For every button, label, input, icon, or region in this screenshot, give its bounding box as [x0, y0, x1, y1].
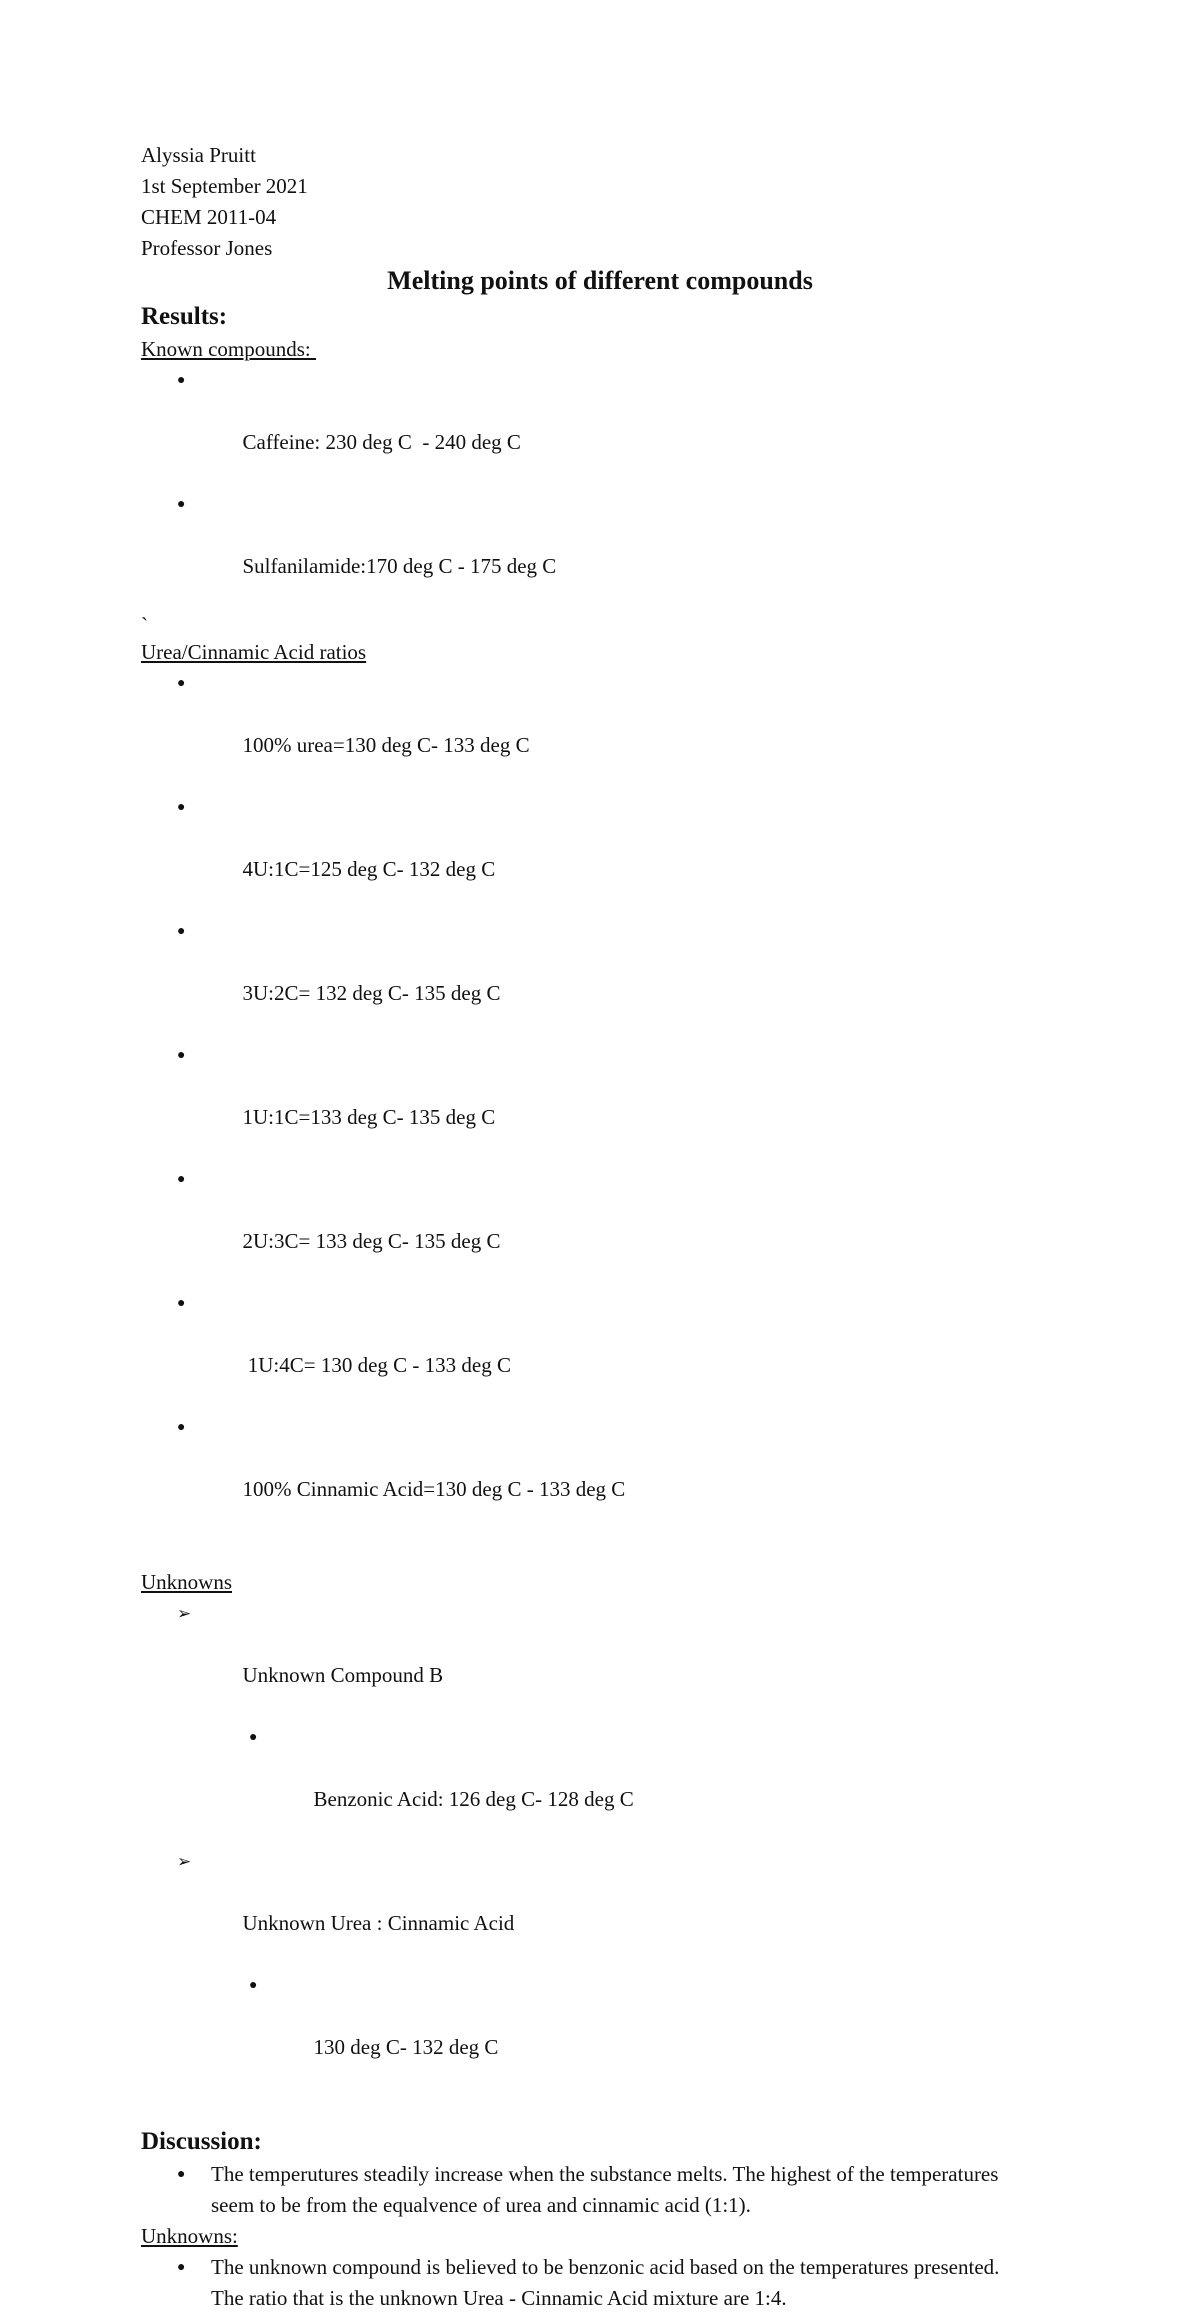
bullet-icon: ● [177, 1420, 186, 1435]
list-item: ● 2U:3C= 133 deg C- 135 deg C [141, 1164, 1041, 1288]
document-page [141, 140, 1041, 2314]
known-compounds-list [141, 365, 1041, 613]
list-item: ● 1U:1C=133 deg C- 135 deg C [141, 1040, 1041, 1164]
arrow-bullet-icon: ➢ [177, 1852, 192, 1871]
bullet-icon: ● [177, 1296, 186, 1311]
list-item: ● 130 deg C- 132 deg C [141, 1970, 1041, 2094]
course-code: CHEM 2011-04 [141, 205, 277, 229]
list-item: ● Sulfanilamide:170 deg C - 175 deg C [141, 489, 1041, 613]
discussion-unknowns-label: Unknowns: [141, 2224, 238, 2248]
author-name: Alyssia Pruitt [141, 143, 256, 167]
blank-line [141, 2094, 1041, 2125]
list-item: ● 1U:4C= 130 deg C - 133 deg C [141, 1288, 1041, 1412]
report-date: 1st September 2021 [141, 174, 308, 198]
bullet-icon: ● [177, 924, 186, 939]
bullet-icon: ● [249, 1978, 258, 1993]
bullet-icon: ● [177, 2167, 186, 2182]
list-item: ● Benzonic Acid: 126 deg C- 128 deg C [141, 1722, 1041, 1846]
professor-name: Professor Jones [141, 236, 273, 260]
discussion-unknowns-list [141, 2252, 1041, 2314]
list-item: ● The unknown compound is believed to be benzonic acid based on the temperatures presented. The ratio that is the unknown Urea - Cinnamic Acid mixture are 1:4. [141, 2252, 1001, 2314]
list-item: ● Caffeine: 230 deg C - 240 deg C [141, 365, 1041, 489]
ratios-label: Urea/Cinnamic Acid ratios [141, 640, 367, 664]
list-item: ● 3U:2C= 132 deg C- 135 deg C [141, 916, 1041, 1040]
list-item: ● The temperutures steadily increase when the substance melts. The highest of the temperatures seem to be from the equalvence of urea and cinnamic acid (1:1). [141, 2159, 1001, 2221]
ratios-list [141, 668, 1041, 1536]
list-item: ➢ Unknown Urea : Cinnamic Acid [141, 1846, 1041, 1970]
list-item: ● 100% urea=130 deg C- 133 deg C [141, 668, 1041, 792]
known-compounds-label: Known compounds: [141, 337, 316, 361]
discussion-heading: Discussion: [141, 2128, 262, 2155]
bullet-icon: ● [177, 1048, 186, 1063]
list-item: ● 4U:1C=125 deg C- 132 deg C [141, 792, 1041, 916]
bullet-icon: ● [177, 676, 186, 691]
list-item: ● 100% Cinnamic Acid=130 deg C - 133 deg C [141, 1412, 1041, 1536]
results-heading: Results: [141, 303, 228, 330]
bullet-icon: ● [177, 2260, 186, 2275]
unknowns-list [141, 1598, 1041, 2094]
arrow-bullet-icon: ➢ [177, 1604, 192, 1623]
stray-mark: ` [141, 613, 148, 637]
unknowns-label: Unknowns [141, 1570, 233, 1594]
document-title: Melting points of different compounds [387, 266, 813, 295]
bullet-icon: ● [177, 1172, 186, 1187]
list-item: ➢ Unknown Compound B [141, 1598, 1041, 1722]
blank-line [141, 1536, 1041, 1567]
bullet-icon: ● [177, 497, 186, 512]
discussion-list [141, 2159, 1041, 2221]
bullet-icon: ● [177, 373, 186, 388]
bullet-icon: ● [249, 1730, 258, 1745]
bullet-icon: ● [177, 800, 186, 815]
